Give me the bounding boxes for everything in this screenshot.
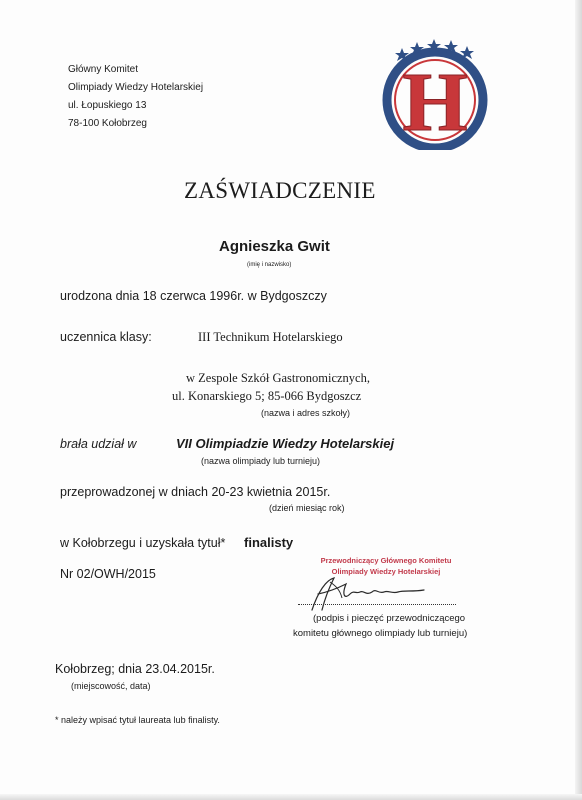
dates-line: przeprowadzonej w dniach 20-23 kwietnia 2015r.: [60, 485, 331, 499]
school-name: w Zespole Szkół Gastronomicznych,: [186, 371, 370, 385]
place-date: Kołobrzeg; dnia 23.04.2015r.: [55, 662, 215, 676]
title-value: finalisty: [244, 535, 294, 550]
logo-letter: H: [402, 56, 468, 149]
signature-caption-1: (podpis i pieczęć przewodniczącego: [313, 613, 466, 624]
recipient-name: Agnieszka Gwit: [219, 238, 330, 255]
stamp-line-1: Przewodniczący Głównego Komitetu: [320, 556, 452, 565]
school-caption: (nazwa i adres szkoły): [261, 408, 351, 418]
olympiad-caption: (nazwa olimpiady lub turnieju): [201, 456, 321, 466]
document-title: ZAŚWIADCZENIE: [184, 178, 376, 203]
place-date-caption: (miejscowość, data): [71, 681, 151, 691]
olympiad-title: VII Olimpiadzie Wiedzy Hotelarskiej: [176, 436, 395, 451]
street-address: ul. Łopuskiego 13: [68, 100, 147, 111]
footnote: * należy wpisać tytuł laureata lub finalisty.: [55, 715, 220, 725]
participation-label: brała udział w: [60, 437, 137, 451]
postal-address: 78-100 Kołobrzeg: [68, 118, 147, 129]
olympiad-name-header: Olimpiady Wiedzy Hotelarskiej: [68, 82, 204, 93]
signature-line: [298, 604, 456, 605]
school-address: ul. Konarskiego 5; 85-066 Bydgoszcz: [172, 389, 362, 403]
scan-edge-right: [575, 0, 582, 800]
dates-caption: (dzień miesiąc rok): [269, 503, 345, 513]
stamp-line-2: Olimpiady Wiedzy Hotelarskiej: [331, 567, 441, 576]
class-value: III Technikum Hotelarskiego: [198, 330, 343, 344]
handwritten-signature: [304, 572, 454, 614]
olympiad-logo: [372, 34, 502, 150]
recipient-name-caption: (imię i nazwisko): [247, 262, 292, 268]
committee-name: Główny Komitet: [68, 64, 139, 75]
title-line: w Kołobrzegu i uzyskała tytuł*: [60, 536, 226, 550]
birth-line: urodzona dnia 18 czerwca 1996r. w Bydgoszczy: [60, 289, 327, 303]
certificate-number: Nr 02/OWH/2015: [60, 567, 156, 581]
class-label: uczennica klasy:: [60, 330, 152, 344]
signature-caption-2: komitetu głównego olimpiady lub turnieju): [293, 628, 468, 639]
scan-edge-bottom: [0, 794, 582, 800]
